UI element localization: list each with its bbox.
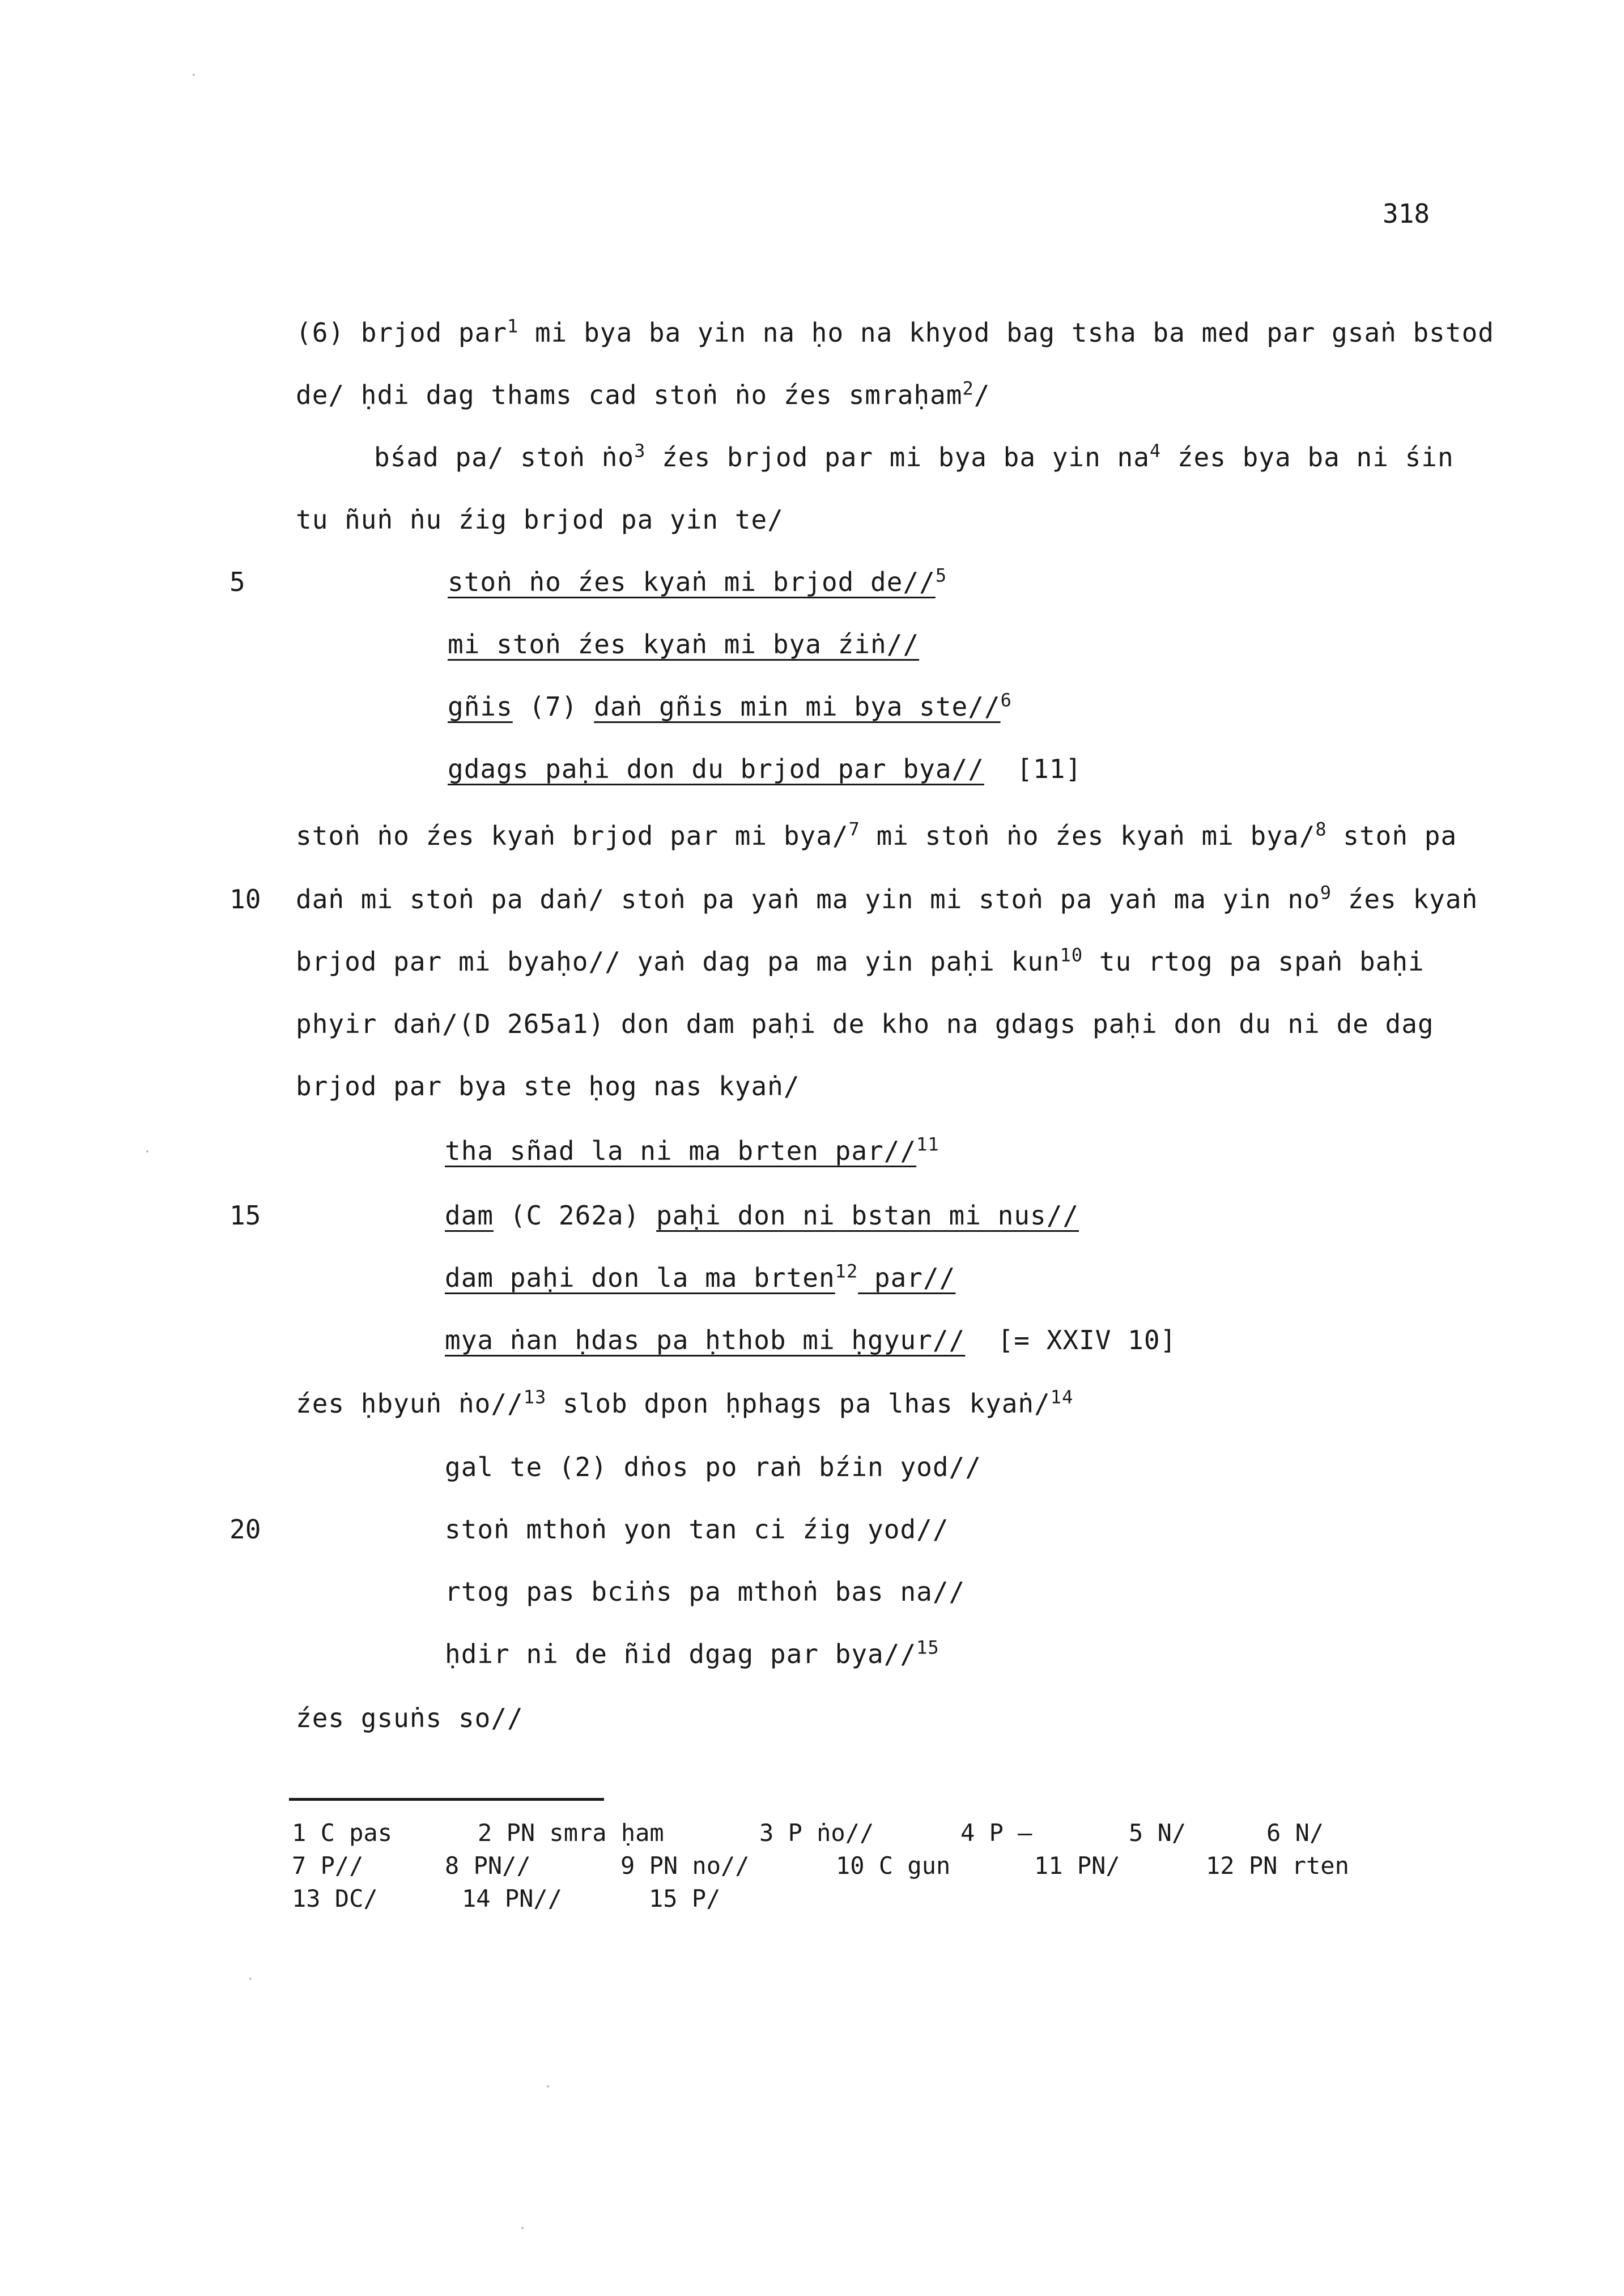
verse-line: stoṅ mthoṅ yon tan ci źig yod// — [445, 1514, 949, 1545]
text-line: brjod par mi byaḥo// yaṅ dag pa ma yin paḥi kun$^{10}$ tu rtog pa spaṅ baḥi — [296, 944, 1425, 977]
footnote-rule — [289, 1798, 604, 1801]
scan-speck — [547, 2085, 549, 2087]
page-number: 318 — [1383, 198, 1430, 229]
verse-line: stoṅ ṅo źes kyaṅ mi brjod de//$^5$ — [448, 564, 947, 597]
text-line: źes gsuṅs so// — [296, 1703, 524, 1733]
verse-line: tha sñad la ni ma brten par//$^{11}$ — [445, 1133, 939, 1166]
footnote: 9 PN no// — [620, 1852, 750, 1880]
footnote: 2 PN smra ḥam — [478, 1819, 664, 1847]
text-line: de/ ḥdi dag thams cad stoṅ ṅo źes smraḥam$^2$/ — [296, 377, 990, 410]
verse-line: gdags paḥi don du brjod par bya// [11] — [448, 754, 1082, 784]
footnote: 6 N/ — [1266, 1819, 1324, 1847]
footnote: 14 PN// — [462, 1885, 563, 1912]
footnote: 3 P ṅo// — [759, 1819, 874, 1847]
verse-line: dam paḥi don la ma brten$^{12}$ par// — [445, 1260, 956, 1293]
text-line: bśad pa/ stoṅ ṅo$^3$ źes brjod par mi bya ba yin $na^4$ źes bya ba ni śin — [374, 440, 1454, 473]
line-number: 5 — [229, 567, 245, 597]
verse-line: gñis (7) daṅ gñis min mi bya ste//$^6$ — [448, 689, 1012, 722]
verse-line: dam (C 262a) paḥi don ni bstan mi nus// — [445, 1200, 1079, 1231]
footnote: 5 N/ — [1129, 1819, 1187, 1847]
scan-speck — [521, 2227, 524, 2229]
verse-line: mya ṅan ḥdas pa ḥthob mi ḥgyur// [= XXIV 10] — [445, 1325, 1177, 1355]
line-number: 20 — [229, 1514, 261, 1545]
verse-line: rtog pas bciṅs pa mthoṅ bas na// — [445, 1576, 966, 1607]
footnote: 10 C gun — [836, 1852, 951, 1880]
scan-speck — [249, 1978, 252, 1980]
scan-speck — [193, 74, 195, 76]
text-line: (6) brjod par$^1$ mi bya ba yin na ḥo na khyod bag tsha ba med par gsaṅ bstod — [296, 315, 1494, 348]
scan-speck — [146, 1150, 148, 1153]
footnote: 15 P/ — [649, 1885, 721, 1912]
text-line: źes ḥbyuṅ ṅo//$^{13}$ slob dpon ḥphags pa lhas kyaṅ/$^{14}$ — [296, 1386, 1074, 1419]
line-number: 10 — [229, 884, 261, 915]
text-line: brjod par bya ste ḥog nas kyaṅ/ — [296, 1071, 800, 1102]
text-line: daṅ mi stoṅ pa daṅ/ stoṅ pa yaṅ ma yin mi stoṅ pa yaṅ ma yin $no^9$ źes kyaṅ — [296, 882, 1478, 915]
verse-line: ḥdir ni de ñid dgag par bya//$^{15}$ — [445, 1636, 939, 1669]
text-line: phyir daṅ/(D 265a1) don dam paḥi de kho na gdags paḥi don du ni de dag — [296, 1009, 1434, 1039]
footnote: 11 PN/ — [1034, 1852, 1120, 1880]
text-line: stoṅ ṅo źes kyaṅ brjod par mi bya/$^7$ mi stoṅ ṅo źes kyaṅ mi bya/$^8$ stoṅ pa — [296, 818, 1457, 851]
verse-line: mi stoṅ źes kyaṅ mi bya źiṅ// — [448, 629, 920, 660]
verse-line: gal te (2) dṅos po raṅ bźin yod// — [445, 1452, 981, 1482]
footnote: 1 C pas — [292, 1819, 393, 1847]
footnote: 7 P// — [292, 1852, 364, 1880]
footnote: 4 P — — [960, 1819, 1032, 1847]
footnote: 13 DC/ — [292, 1885, 378, 1912]
footnote: 12 PN rten — [1206, 1852, 1349, 1880]
footnote: 8 PN// — [445, 1852, 531, 1880]
text-line: tu ñuṅ ṅu źig brjod pa yin te/ — [296, 504, 784, 535]
line-number: 15 — [229, 1200, 261, 1231]
